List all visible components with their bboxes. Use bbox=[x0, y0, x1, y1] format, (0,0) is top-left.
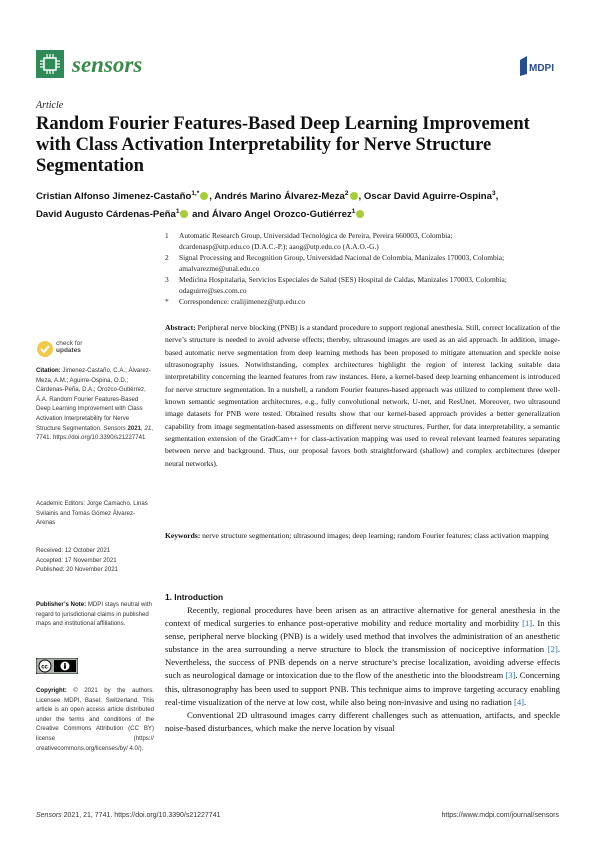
copyright-block bbox=[36, 686, 154, 753]
citation-text: Jimenez-Castaño, C.A.; Álvarez-Meza, A.M.; Aguirre-Ospina, O.D.; Cárdenas-Peña, D.A.; Orozco-Gutiérrez, Á.A. Random Fourier Features-Based Deep Learning Improvement with Class Activation Interpretability for Nerve Structure Segmentation. bbox=[36, 367, 151, 432]
author-name[interactable]: Oscar David Aguirre-Ospina bbox=[363, 191, 492, 203]
author-list: Cristian Alfonso Jimenez-Castaño$^{1,*}$ , Andrés Marino Álvarez-Meza$^2$ , Oscar David Aguirre-Ospina$^3$, David Augusto Cárdenas-Peña$^1$ and Álvaro Angel Orozco-Gutiérrez$^1$ bbox=[36, 190, 499, 221]
affiliation-number: 1 bbox=[165, 231, 169, 240]
affiliation-line[interactable]: dcardenasp@utp.edu.co (D.A.C.-P.); aaog@utp.edu.co (A.A.O.-G.) bbox=[179, 242, 379, 251]
affiliations bbox=[165, 230, 565, 307]
editors-label: Academic Editors: bbox=[36, 500, 86, 507]
author-sup: 1 bbox=[351, 208, 356, 216]
reference-link[interactable]: [2] bbox=[547, 644, 558, 655]
sensors-chip-icon bbox=[36, 50, 64, 78]
affiliation-line: Medicina Hospitalaria, Servicios Especiales de Salud (SES) Hospital de Caldas, Manizales 170003, Colombia; bbox=[179, 275, 507, 284]
footer-journal-url[interactable]: https://www.mdpi.com/journal/sensors bbox=[441, 812, 559, 819]
keywords-text: nerve structure segmentation; ultrasound images; deep learning; random Fourier features; class activation mapping bbox=[202, 531, 549, 540]
orcid-icon[interactable] bbox=[356, 210, 364, 218]
reference-link[interactable]: [3] bbox=[505, 670, 516, 681]
affiliation-line[interactable]: odaguirre@ses.com.co bbox=[179, 286, 247, 295]
intro-paragraph: Recently, regional procedures have been arisen as an attractive alternative for general anesthesia in the context of medical surgeries to enhance post-operative mobility and reduce mortality and morbidity [1]. In this sense, peripheral nerve blocking (PNB) is a widely used method that involves the administration of an anesthetic substance in the area surrounding a nerve structure to block the transmission of nociceptive information [2]. Nevertheless, the success of PNB depends on a nerve structure’s precise localization, avoiding adverse effects such as neurological damage or intoxication due to the flow of the anesthetic into the bloodstream [3]. Concerning this, ultrasonography has been used to support PNB. This technique aims to improve targeting accuracy enabling real-time visualization of the nerve at low cost, while also being non-invasive and using no radiation [4]. bbox=[165, 605, 560, 707]
author-connector: and bbox=[192, 209, 210, 221]
academic-editors bbox=[36, 499, 154, 528]
editors-text: Jorge Camacho, Linas Svilainis and Tomás Gómez Álvarez-Arenas bbox=[36, 500, 148, 527]
author-name[interactable]: Álvaro Angel Orozco-Gutiérrez bbox=[211, 209, 352, 221]
keywords bbox=[165, 530, 560, 542]
author-sup: 1 bbox=[175, 208, 180, 216]
keywords-label: Keywords: bbox=[165, 531, 201, 540]
footer-citation bbox=[36, 812, 221, 819]
orcid-icon[interactable] bbox=[180, 210, 188, 218]
citation-year: 2021 bbox=[127, 424, 142, 432]
copyright-label: Copyright: bbox=[36, 687, 67, 694]
author-sup: 3 bbox=[491, 190, 496, 197]
check-for-updates-icon[interactable] bbox=[36, 340, 54, 358]
abstract-label: Abstract: bbox=[165, 323, 196, 332]
author-name[interactable]: David Augusto Cárdenas-Peña bbox=[36, 209, 176, 221]
mdpi-logo[interactable] bbox=[517, 54, 559, 78]
check-for-updates-label[interactable]: check for updates bbox=[56, 340, 83, 354]
abstract-text: Peripheral nerve blocking (PNB) is a standard procedure to support regional anesthesia. Still, correct localization of the nerve’s structure is needed to avoid adverse effects; thereby, ultrasound images are used as an aid approach. In addition, image-based automatic nerve segmentation from deep learning methods has been proposed to mitigate attenuation and speckle noise ultrasonography issues. Notwithstanding, complex architectures highlight the region of interest lacking suitable data interpretability concerning the learned features from raw instances. Here, a kernel-based deep learning enhancement is introduced for nerve structure segmentation. In a nutshell, a random Fourier features-based approach was utilized to complement three well-known semantic segmentation architectures, e.g., fully convolutional network, U-net, and ResUnet. Moreover, two ultrasound image datasets for PNB were tested. Obtained results show that our kernel-based approach provides a better generalization capability from image segmentation-based assessments on different nerve structures. Further, for data interpretability, a semantic segmentation extension of the GradCam++ for class-activation mapping was used to reveal relevant learned features separating between nerve and background. Thus, our proposal favors both straightforward (shallow) and complex architectures (deeper neural networks). bbox=[165, 323, 560, 468]
affiliation-line: Signal Processing and Recognition Group, Universidad Nacional de Colombia, Manizales 170003, Colombia; bbox=[179, 253, 505, 262]
citation-label: Citation: bbox=[36, 367, 61, 374]
article-type: Article bbox=[36, 100, 64, 111]
section-heading: 1. Introduction bbox=[165, 592, 224, 602]
reference-link[interactable]: [1] bbox=[522, 618, 533, 629]
date-accepted: Accepted: 17 November 2021 bbox=[36, 556, 117, 564]
intro-paragraph: Conventional 2D ultrasound images carry different challenges such as attenuation, artifacts, and speckle noise-based disturbances, which make the nerve location by visual bbox=[165, 709, 560, 733]
abstract bbox=[165, 322, 560, 470]
dates-block bbox=[36, 546, 154, 575]
correspondence-line[interactable]: Correspondence: cralijimenez@utp.edu.co bbox=[179, 297, 306, 306]
mdpi-logo-text: MDPI bbox=[529, 63, 554, 74]
affiliation-number: 3 bbox=[165, 275, 169, 284]
citation-journal: Sensors bbox=[103, 424, 126, 432]
copyright-text: © 2021 by the authors. Licensee MDPI, Basel, Switzerland. This article is an open access article distributed under the terms and conditions of the Creative Commons Attribution (CC BY) license (https:// creativecommons.org/licenses/by/ 4.0/). bbox=[36, 687, 154, 752]
citation-block: Citation: Jimenez-Castaño, C.A.; Álvarez-Meza, A.M.; Aguirre-Ospina, O.D.; Cárdenas-Peña, D.A.; Orozco-Gutiérrez, Á.A. Random Fourier Features-Based Deep Learning Improvement with Class Activation Interpretability for Nerve Structure Segmentation. Sensors 2021, 21, 7741. https://doi.org/10.3390/s21227741 bbox=[36, 367, 153, 442]
affiliation-item bbox=[165, 296, 565, 307]
orcid-icon[interactable] bbox=[350, 192, 358, 200]
affiliation-line: Automatic Research Group, Universidad Tecnológica de Pereira, Pereira 660003, Colombia; bbox=[179, 231, 453, 240]
journal-name[interactable]: sensors bbox=[72, 52, 143, 77]
date-published: Published: 20 November 2021 bbox=[36, 566, 118, 574]
author-sup: 1,* bbox=[191, 190, 200, 197]
affiliation-number: 2 bbox=[165, 253, 169, 262]
reference-link[interactable]: [4] bbox=[513, 696, 525, 707]
affiliation-item bbox=[165, 274, 565, 296]
affiliation-item bbox=[165, 252, 565, 274]
affiliation-item bbox=[165, 230, 565, 252]
date-received: Received: 12 October 2021 bbox=[36, 547, 111, 554]
svg-text:cc: cc bbox=[41, 664, 48, 671]
author-name[interactable]: Andrés Marino Álvarez-Meza bbox=[214, 191, 345, 203]
footer-journal: Sensors bbox=[36, 812, 62, 819]
publisher-note-label: Publisher’s Note: bbox=[36, 601, 87, 608]
cc-by-icon[interactable] bbox=[36, 658, 78, 674]
introduction-body bbox=[165, 604, 560, 735]
citation-doi[interactable]: , 7741. https://doi.org/10.3390/s21227741 bbox=[36, 424, 153, 442]
affiliation-number: * bbox=[165, 297, 169, 306]
orcid-icon[interactable] bbox=[200, 192, 208, 200]
citation-volume: 21 bbox=[144, 424, 152, 432]
article-title: Random Fourier Features-Based Deep Learning Improvement with Class Activation Interpretability for Nerve Structure Segmentation bbox=[36, 114, 530, 176]
affiliation-line[interactable]: amalvarezme@unal.edu.co bbox=[179, 264, 260, 273]
author-name[interactable]: Cristian Alfonso Jimenez-Castaño bbox=[36, 191, 192, 203]
publisher-note-text: MDPI stays neutral with regard to jurisdictional claims in published maps and institutional affiliations. bbox=[36, 601, 152, 628]
publisher-note bbox=[36, 600, 154, 629]
author-sup: 2 bbox=[344, 190, 349, 197]
footer-doi[interactable]: 2021, 21, 7741. https://doi.org/10.3390/s21227741 bbox=[63, 812, 221, 819]
